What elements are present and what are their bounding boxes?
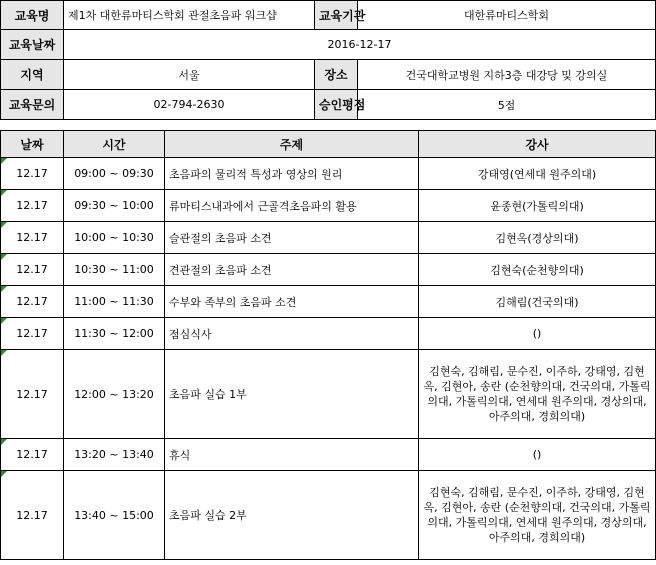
schedule-header-row: [1, 131, 656, 158]
table-row: [1, 439, 656, 471]
row-topic: 수부와 족부의 초음파 소견: [165, 286, 419, 318]
row-time: 12:00 ~ 13:20: [64, 350, 165, 439]
row-date: 12.17: [1, 190, 64, 222]
row-time: 11:30 ~ 12:00: [64, 318, 165, 350]
table-row: [1, 286, 656, 318]
table-row: [1, 471, 656, 560]
cell-comment-marker: [1, 158, 7, 164]
cell-comment-marker: [1, 439, 7, 445]
course-date-value: 2016-12-17: [64, 30, 656, 60]
region-value: 서울: [64, 60, 315, 90]
table-row: [1, 158, 656, 190]
row-date: 12.17: [1, 222, 64, 254]
course-info-table: [0, 0, 656, 120]
row-date: 12.17: [1, 471, 64, 560]
row-topic: 슬관절의 초음파 소견: [165, 222, 419, 254]
row-topic: 초음파 실습 1부: [165, 350, 419, 439]
header-date: 날짜: [1, 131, 64, 158]
course-date-label: 교육날짜: [1, 30, 64, 60]
row-lecturer: (): [419, 439, 656, 471]
row-time: 10:00 ~ 10:30: [64, 222, 165, 254]
row-lecturer: 김현옥(경상의대): [419, 222, 656, 254]
organization-value: 대한류마티스학회: [358, 1, 656, 30]
row-date: 12.17: [1, 158, 64, 190]
row-time: 13:20 ~ 13:40: [64, 439, 165, 471]
row-date: 12.17: [1, 318, 64, 350]
contact-value: 02-794-2630: [64, 90, 315, 120]
cell-comment-marker: [1, 471, 7, 477]
row-topic: 초음파의 물리적 특성과 영상의 원리: [165, 158, 419, 190]
table-row: [1, 222, 656, 254]
row-time: 09:00 ~ 09:30: [64, 158, 165, 190]
row-date: 12.17: [1, 439, 64, 471]
cell-comment-marker: [1, 222, 7, 228]
schedule-table: [0, 130, 656, 560]
row-time: 10:30 ~ 11:00: [64, 254, 165, 286]
place-label: 장소: [315, 60, 358, 90]
cell-comment-marker: [1, 190, 7, 196]
row-lecturer: 김해림(건국의대): [419, 286, 656, 318]
row-time: 11:00 ~ 11:30: [64, 286, 165, 318]
region-label: 지역: [1, 60, 64, 90]
course-name-value: 제1차 대한류마티스학회 관절초음파 워크샵: [64, 1, 315, 30]
row-time: 13:40 ~ 15:00: [64, 471, 165, 560]
table-row: [1, 350, 656, 439]
header-time: 시간: [64, 131, 165, 158]
row-lecturer: 김현숙(순천향의대): [419, 254, 656, 286]
row-date: 12.17: [1, 254, 64, 286]
row-topic: 휴식: [165, 439, 419, 471]
header-topic: 주제: [165, 131, 419, 158]
organization-label: 교육기관: [315, 1, 358, 30]
cell-comment-marker: [1, 286, 7, 292]
credit-label: 승인평점: [315, 90, 358, 120]
credit-value: 5점: [358, 90, 656, 120]
row-lecturer: 윤종현(가톨릭의대): [419, 190, 656, 222]
row-time: 09:30 ~ 10:00: [64, 190, 165, 222]
cell-comment-marker: [1, 350, 7, 356]
table-row: [1, 254, 656, 286]
place-value: 건국대학교병원 지하3층 대강당 및 강의실: [358, 60, 656, 90]
table-row: [1, 190, 656, 222]
row-lecturer: 김현숙, 김해림, 문수진, 이주하, 강태영, 김현옥, 김현아, 송란 (순천향의대, 건국의대, 가톨릭의대, 가톨릭의대, 연세대 원주의대, 경상의대, 아주의대, 경희의대): [419, 350, 656, 439]
row-lecturer: (): [419, 318, 656, 350]
table-row: [1, 318, 656, 350]
cell-comment-marker: [1, 254, 7, 260]
row-lecturer: 김현숙, 김해림, 문수진, 이주하, 강태영, 김현옥, 김현아, 송란 (순천향의대, 건국의대, 가톨릭의대, 가톨릭의대, 연세대 원주의대, 경상의대, 아주의대, 경희의대): [419, 471, 656, 560]
row-topic: 견관절의 초음파 소견: [165, 254, 419, 286]
row-topic: 점심식사: [165, 318, 419, 350]
contact-label: 교육문의: [1, 90, 64, 120]
course-name-label: 교육명: [1, 1, 64, 30]
row-topic: 류마티스내과에서 근골격초음파의 활용: [165, 190, 419, 222]
row-date: 12.17: [1, 350, 64, 439]
row-date: 12.17: [1, 286, 64, 318]
row-topic: 초음파 실습 2부: [165, 471, 419, 560]
cell-comment-marker: [1, 318, 7, 324]
header-lecturer: 강사: [419, 131, 656, 158]
row-lecturer: 강태영(연세대 원주의대): [419, 158, 656, 190]
